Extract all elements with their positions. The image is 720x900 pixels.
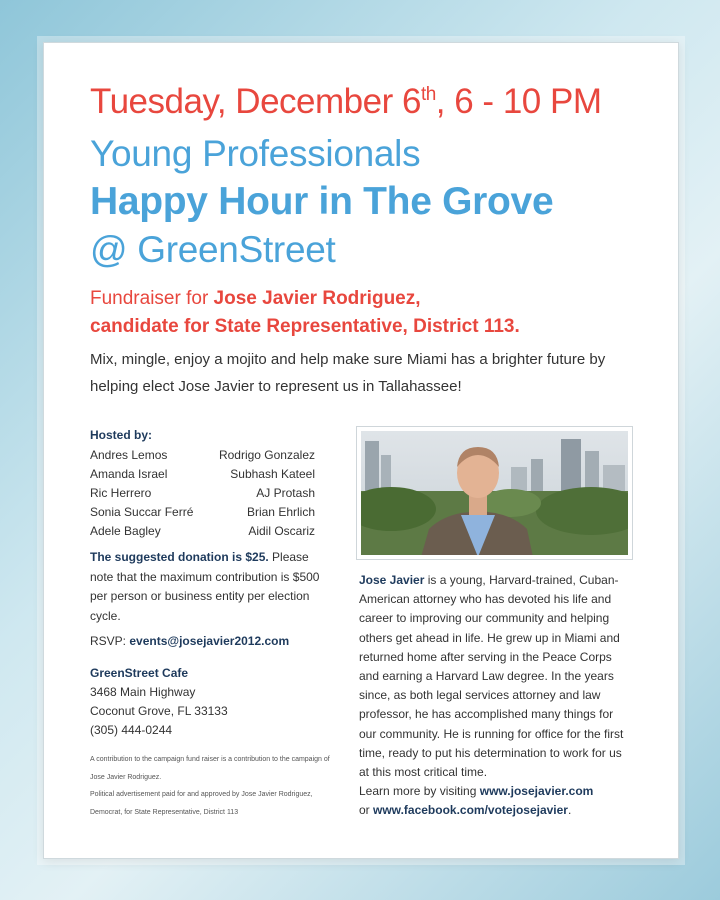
host-name: Brian Ehrlich [246, 505, 315, 519]
hosts-right-column [210, 446, 315, 541]
candidate-photo [361, 431, 628, 555]
website-link[interactable]: www.josejavier.com [479, 784, 594, 799]
hosts-left-column [90, 446, 193, 541]
candidate-photo-illustration [361, 431, 628, 555]
rsvp-email[interactable]: events@josejavier2012.com [129, 634, 290, 648]
headline-venue: @ GreenStreet [90, 229, 336, 270]
event-date: Tuesday, December 6th, 6 - 10 PM [90, 82, 602, 121]
legal-disclaimer: A contribution to the campaign fund raiser is a contribution to the campaign of Jose Javier Rodriguez. Political advertisement paid for and approved by Jose Javier Rodriguez, Democrat, for State Representative, District 113 [90, 756, 330, 816]
intro-text: Mix, mingle, enjoy a mojito and help make sure Miami has a brighter future by helping elect Jose Javier to represent us in Tallahassee! [90, 351, 606, 395]
fundraiser-heading: Fundraiser for Jose Javier Rodriguez, candidate for State Representative, District 113. [90, 288, 520, 337]
host-name: Ric Herrero [90, 486, 152, 500]
host-name: AJ Protash [256, 486, 315, 500]
host-name: Aidil Oscariz [248, 524, 315, 538]
host-name: Sonia Succar Ferré [90, 505, 194, 519]
candidate-bio: Jose Javier is a young, Harvard-trained, Cuban-American attorney who has devoted his life and career to improving our community and helping others get ahead in life. He grew up in Miami and returned home after serving in the Peace Corps and earning a Harvard Law degree. In the years since, as both legal services attorney and law professor, he has accomplished many things for our community. He is running for office for the first time, ready to put his determination to work for us at this most critical time. Learn more by visiting www.josejavier.com or www.facebook.com/votejosejavier. [359, 573, 624, 818]
facebook-link[interactable]: www.facebook.com/votejosejavier [373, 803, 568, 818]
venue-name: GreenStreet Cafe [90, 666, 189, 680]
headline-happy-hour: Happy Hour in The Grove [90, 180, 554, 223]
hosted-by-title: Hosted by: [90, 428, 153, 442]
venue-street: 3468 Main Highway [90, 685, 196, 699]
host-name: Andres Lemos [90, 448, 168, 462]
donation-note: The suggested donation is $25. Please note that the maximum contribution is $500 per person or business entity per election cycle. [90, 550, 320, 623]
venue-city: Coconut Grove, FL 33133 [90, 704, 228, 718]
host-name: Adele Bagley [90, 524, 161, 538]
venue-phone: (305) 444-0244 [90, 723, 173, 737]
host-name: Rodrigo Gonzalez [218, 448, 315, 462]
host-name: Amanda Israel [90, 467, 168, 481]
host-name: Subhash Kateel [230, 467, 315, 481]
venue-address [90, 664, 228, 740]
candidate-photo-frame [356, 426, 633, 560]
headline-young-professionals: Young Professionals [90, 133, 421, 174]
rsvp-line: RSVP: events@josejavier2012.com [90, 634, 290, 648]
